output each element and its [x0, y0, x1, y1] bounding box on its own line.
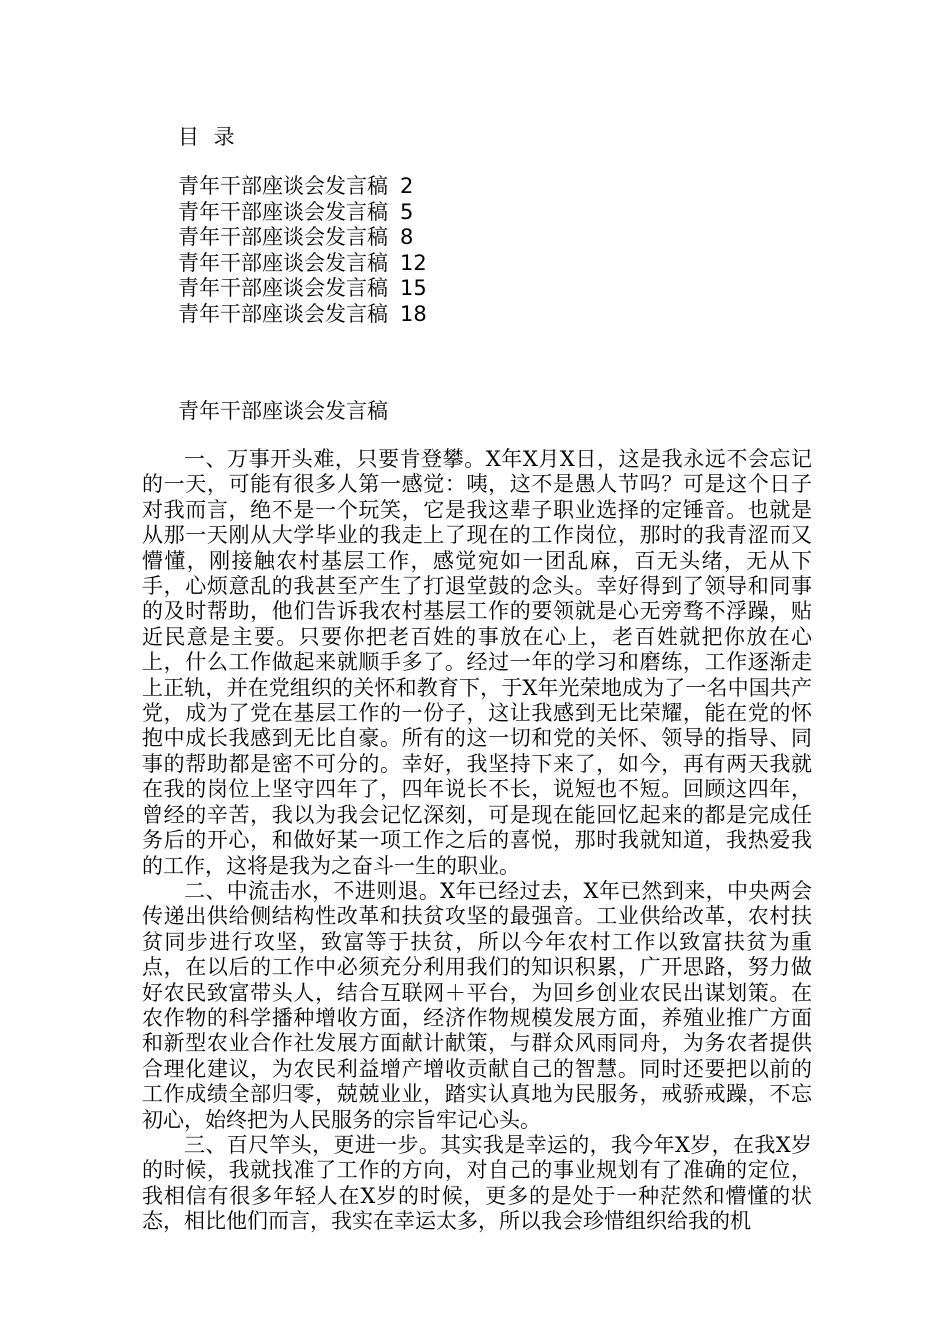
toc-entry-page: 2	[400, 174, 414, 198]
toc-entry-page: 8	[400, 225, 414, 249]
toc-entry-title: 青年干部座谈会发言稿	[178, 199, 388, 224]
toc-entry-title: 青年干部座谈会发言稿	[178, 225, 388, 249]
toc-entry[interactable]	[178, 200, 427, 226]
toc-entry-title: 青年干部座谈会发言稿	[178, 276, 388, 300]
article-title: 青年干部座谈会发言稿	[178, 399, 388, 423]
toc-entry[interactable]	[178, 302, 427, 328]
toc-entry-title: 青年干部座谈会发言稿	[178, 250, 388, 275]
toc-entry[interactable]	[178, 276, 427, 302]
toc-entry-title: 青年干部座谈会发言稿	[178, 174, 388, 198]
toc-entry[interactable]	[178, 225, 427, 251]
toc-entry[interactable]	[178, 174, 427, 200]
toc-entry[interactable]	[178, 251, 427, 277]
toc-entry-page: 18	[400, 301, 427, 326]
toc-entry-page: 12	[400, 250, 427, 275]
toc-entry-page: 15	[400, 276, 427, 300]
paragraph-1: 一、万事开头难，只要肯登攀。X年X月X日，这是我永远不会忘记的一天，可能有很多人第一感觉：咦，这不是愚人节吗？可是这个日子对我而言，绝不是一个玩笑，它是我这辈子职业选择的定锤音。也就是从那一天刚从大学毕业的我走上了现在的工作岗位，那时的我青涩而又懵懂，刚接触农村基层工作，感觉宛如一团乱麻，百无头绪，无从下手，心烦意乱的我甚至产生了打退堂鼓的念头。幸好得到了领导和同事的及时帮助，他们告诉我农村基层工作的要领就是心无旁骛不浮躁，贴近民意是主要。只要你把老百姓的事放在心上，老百姓就把你放在心上，什么工作做起来就顺手多了。经过一年的学习和磨练，工作逐渐走上正轨，并在党组织的关怀和教育下，于X年光荣地成为了一名中国共产党，成为了党在基层工作的一份子，这让我感到无比荣耀，能在党的怀抱中成长我感到无比自豪。所有的这一切和党的关怀、领导的指导、同事的帮助都是密不可分的。幸好，我坚持下来了，如今，再有两天我就在我的岗位上坚守四年了，四年说长不长，说短也不短。回顾这四年，曾经的辛苦，我以为我会记忆深刻，可是现在能回忆起来的都是完成任务后的开心，和做好某一项工作之后的喜悦，那时我就知道，我热爱我的工作，这将是我为之奋斗一生的职业。	[142, 447, 812, 878]
paragraph-3: 三、百尺竿头，更进一步。其实我是幸运的，我今年X岁，在我X岁的时候，我就找准了工作的方向，对自己的事业规划有了准确的定位，我相信有很多年轻人在X岁的时候，更多的是处于一种茫然和懵懂的状态，相比他们而言，我实在幸运太多，所以我会珍惜组织给我的机	[142, 1132, 812, 1234]
toc-entry-title: 青年干部座谈会发言稿	[178, 301, 388, 326]
table-of-contents	[178, 174, 427, 327]
toc-heading: 目 录	[178, 125, 239, 149]
toc-entry-page: 5	[400, 199, 414, 224]
paragraph-2: 二、中流击水，不进则退。X年已经过去，X年已然到来，中央两会传递出供给侧结构性改革和扶贫攻坚的最强音。工业供给改革，农村扶贫同步进行攻坚，致富等于扶贫，所以今年农村工作以致富扶贫为重点，在以后的工作中必须充分利用我们的知识积累，广开思路，努力做好农民致富带头人，结合互联网＋平台，为回乡创业农民出谋划策。在农作物的科学播种增收方面，经济作物规模发展方面，养殖业推广方面和新型农业合作社发展方面献计献策，与群众风雨同舟，为务农者提供合理化建议，为农民利益增产增收贡献自己的智慧。同时还要把以前的工作成绩全部归零，兢兢业业，踏实认真地为民服务，戒骄戒躁，不忘初心，始终把为人民服务的宗旨牢记心头。	[142, 878, 812, 1132]
article-body	[142, 447, 812, 1235]
